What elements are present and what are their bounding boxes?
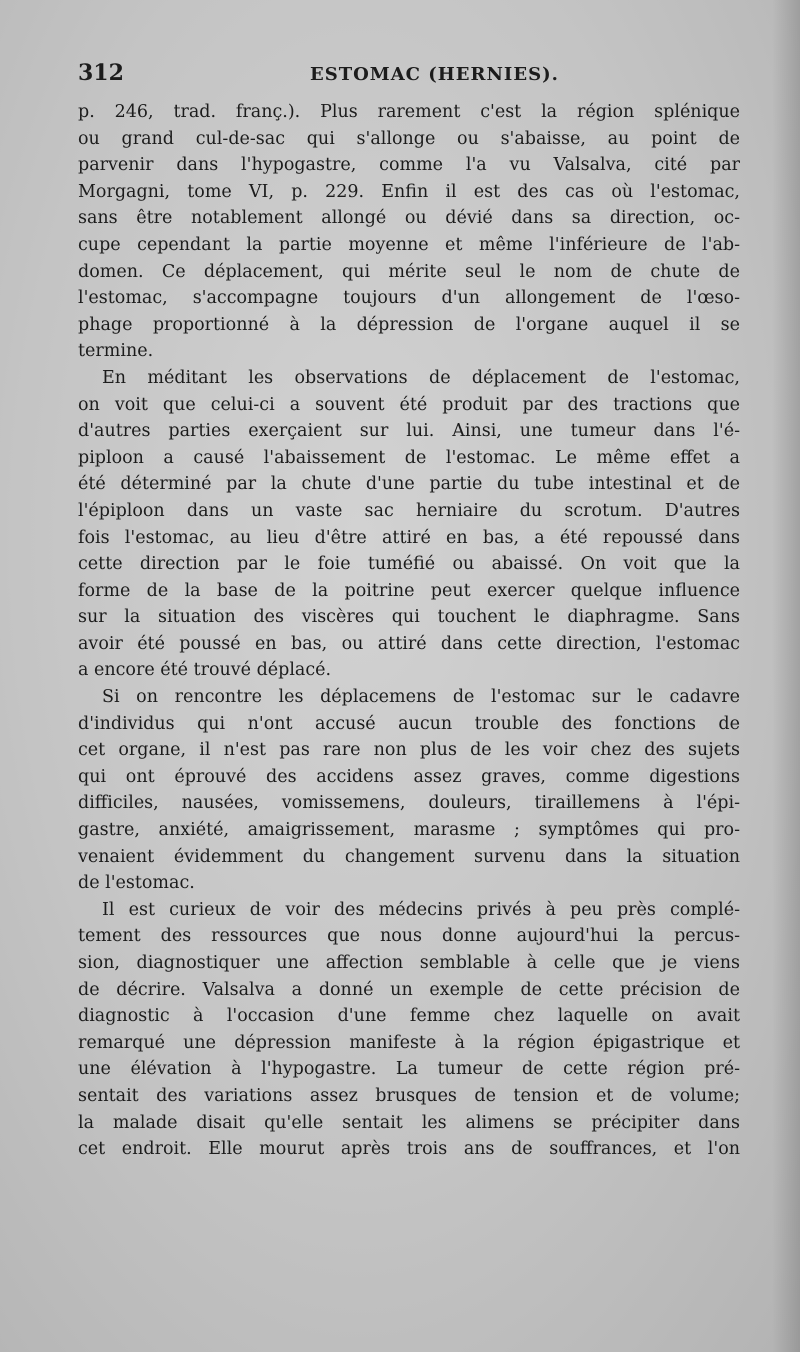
text-line: sur la situation des viscères qui touchent le diaphragme. Sans	[78, 607, 740, 628]
text-line: domen. Ce déplacement, qui mérite seul le nom de chute de	[78, 261, 740, 282]
text-line: l'estomac, s'accompagne toujours d'un allongement de l'œso-	[78, 288, 740, 309]
text-line: tement des ressources que nous donne aujourd'hui la percus-	[78, 926, 740, 947]
text-line: d'autres parties exerçaient sur lui. Ainsi, une tumeur dans l'é-	[78, 421, 740, 442]
text-line: phage proportionné à la dépression de l'organe auquel il se	[78, 314, 740, 335]
paragraph-3	[78, 684, 740, 897]
text-line: on voit que celui-ci a souvent été produit par des tractions que	[78, 394, 740, 415]
text-line: de l'estomac.	[78, 873, 195, 894]
text-line: l'épiploon dans un vaste sac herniaire du scrotum. D'autres	[78, 500, 740, 521]
paragraph-1	[78, 99, 740, 365]
text-line: sion, diagnostiquer une affection semblable à celle que je viens	[78, 953, 740, 973]
text-line: qui ont éprouvé des accidens assez graves, comme digestions	[78, 766, 740, 787]
text-line: En méditant les observations de déplacement de l'estomac,	[102, 367, 740, 388]
text-line: forme de la base de la poitrine peut exercer quelque influence	[78, 580, 740, 601]
text-line: fois l'estomac, au lieu d'être attiré en bas, a été repoussé dans	[78, 527, 740, 548]
text-line: cet organe, il n'est pas rare non plus de les voir chez des sujets	[78, 740, 740, 761]
text-line: cupe cependant la partie moyenne et même l'inférieure de l'ab-	[78, 234, 740, 255]
text-line: la malade disait qu'elle sentait les alimens se précipiter dans	[78, 1112, 740, 1133]
text-line: sans être notablement allongé ou dévié dans sa direction, oc-	[78, 208, 740, 229]
page-edge-shadow	[772, 0, 800, 1352]
text-line: cette direction par le foie tuméfié ou abaissé. On voit que la	[78, 554, 740, 575]
text-line: Il est curieux de voir des médecins privés à peu près complé-	[102, 899, 740, 920]
paragraph-2	[78, 365, 740, 684]
text-line: été déterminé par la chute d'une partie du tube intestinal et de	[78, 474, 740, 495]
running-head: ESTOMAC (HERNIES).	[310, 64, 559, 85]
page-number: 312	[78, 60, 124, 86]
text-line: ou grand cul-de-sac qui s'allonge ou s'abaisse, au point de	[78, 128, 740, 149]
text-line: piploon a causé l'abaissement de l'estomac. Le même effet a	[78, 447, 740, 468]
text-line: Si on rencontre les déplacemens de l'estomac sur le cadavre	[102, 687, 740, 708]
text-line: Morgagni, tome VI, p. 229. Enfin il est des cas où l'estomac,	[78, 181, 740, 202]
text-line: une élévation à l'hypogastre. La tumeur de cette région pré-	[78, 1059, 740, 1080]
text-line: a encore été trouvé déplacé.	[78, 660, 332, 681]
page-header	[78, 60, 740, 96]
body-text	[78, 99, 740, 1163]
text-line: gastre, anxiété, amaigrissement, marasme ; symptômes qui pro-	[78, 820, 740, 841]
text-line: remarqué une dépression manifeste à la région épigastrique et	[78, 1032, 740, 1053]
text-line: diagnostic à l'occasion d'une femme chez laquelle on avait	[78, 1006, 740, 1027]
text-line: termine.	[78, 341, 154, 362]
text-line: cet endroit. Elle mourut après trois ans de souffrances, et l'on	[78, 1139, 740, 1160]
text-line: parvenir dans l'hypogastre, comme l'a vu Valsalva, cité par	[78, 155, 740, 176]
text-line: sentait des variations assez brusques de tension et de volume;	[78, 1085, 740, 1106]
text-line: p. 246, trad. franç.). Plus rarement c'est la région splénique	[78, 102, 740, 122]
text-line: d'individus qui n'ont accusé aucun trouble des fonctions de	[78, 713, 740, 734]
text-line: venaient évidemment du changement survenu dans la situation	[78, 846, 740, 867]
paragraph-4	[78, 897, 740, 1163]
text-line: difficiles, nausées, vomissemens, douleurs, tiraillemens à l'épi-	[78, 793, 740, 814]
text-line: de décrire. Valsalva a donné un exemple de cette précision de	[78, 979, 740, 1000]
text-line: avoir été poussé en bas, ou attiré dans cette direction, l'estomac	[78, 633, 740, 654]
